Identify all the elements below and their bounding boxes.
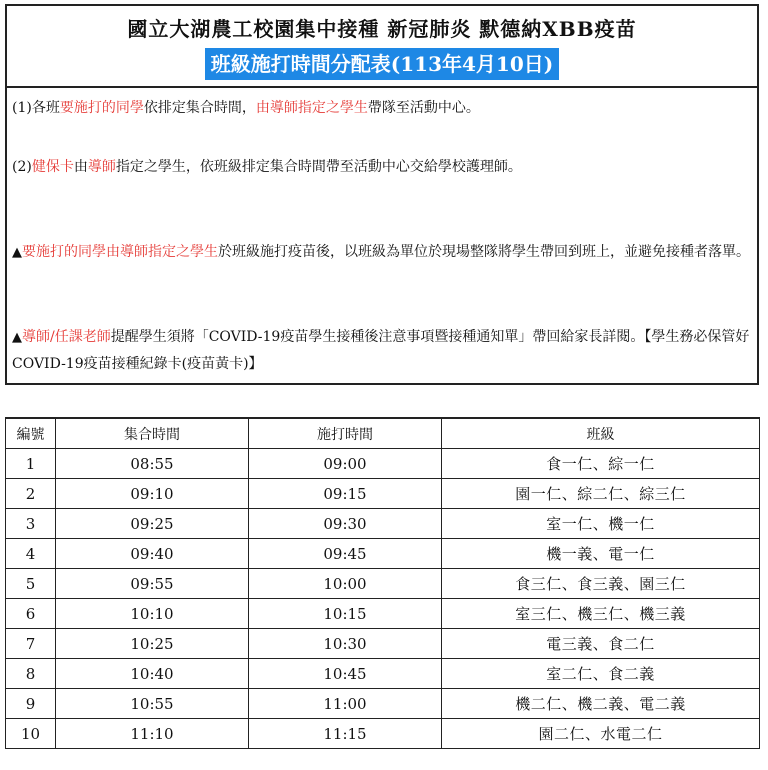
table-row (6, 629, 760, 659)
cell-number: 3 (6, 509, 56, 539)
cell-gather-time: 10:40 (56, 659, 249, 689)
cell-gather-time: 09:25 (56, 509, 249, 539)
cell-gather-time: 10:10 (56, 599, 249, 629)
triangle-icon: ▲ (12, 330, 22, 345)
title-area (7, 6, 757, 88)
table-row (6, 599, 760, 629)
cell-class: 室三仁、機三仁、機三義 (442, 599, 760, 629)
cell-number: 4 (6, 539, 56, 569)
table-row (6, 539, 760, 569)
cell-vaccine-time: 10:45 (249, 659, 442, 689)
cell-vaccine-time: 10:00 (249, 569, 442, 599)
cell-vaccine-time: 10:30 (249, 629, 442, 659)
header-vaccine-time: 施打時間 (249, 418, 442, 449)
cell-class: 電三義、食二仁 (442, 629, 760, 659)
cell-class: 機一義、電一仁 (442, 539, 760, 569)
table-row (6, 449, 760, 479)
cell-number: 9 (6, 689, 56, 719)
cell-gather-time: 09:40 (56, 539, 249, 569)
cell-number: 1 (6, 449, 56, 479)
table-row (6, 659, 760, 689)
cell-vaccine-time: 11:00 (249, 689, 442, 719)
cell-number: 10 (6, 719, 56, 749)
cell-class: 食一仁、綜一仁 (442, 449, 760, 479)
cell-vaccine-time: 09:30 (249, 509, 442, 539)
cell-gather-time: 08:55 (56, 449, 249, 479)
cell-vaccine-time: 10:15 (249, 599, 442, 629)
cell-gather-time: 09:10 (56, 479, 249, 509)
header-class: 班級 (442, 418, 760, 449)
cell-number: 5 (6, 569, 56, 599)
table-header-row (6, 418, 760, 449)
cell-vaccine-time: 11:15 (249, 719, 442, 749)
triangle-icon: ▲ (12, 245, 22, 260)
cell-gather-time: 10:25 (56, 629, 249, 659)
header-number: 編號 (6, 418, 56, 449)
cell-class: 機二仁、機二義、電二義 (442, 689, 760, 719)
header-gather-time: 集合時間 (56, 418, 249, 449)
cell-class: 室二仁、食二義 (442, 659, 760, 689)
cell-class: 食三仁、食三義、園三仁 (442, 569, 760, 599)
note-3: ▲要施打的同學由導師指定之學生於班級施打疫苗後，以班級為單位於現場整隊將學生帶回到班上，並避免接種者落單。 (12, 244, 750, 260)
note-2: (2)健保卡由導師指定之學生，依班級排定集合時間帶至活動中心交給學校護理師。 (12, 159, 522, 175)
note-1: (1)各班要施打的同學依排定集合時間，由導師指定之學生帶隊至活動中心。 (12, 100, 480, 116)
table-row (6, 569, 760, 599)
table-row (6, 509, 760, 539)
cell-number: 6 (6, 599, 56, 629)
notice-box (5, 4, 759, 385)
page-subtitle: 班級施打時間分配表(113年4月10日) (205, 48, 559, 80)
table-row (6, 689, 760, 719)
cell-gather-time: 11:10 (56, 719, 249, 749)
page-title: 國立大湖農工校園集中接種 新冠肺炎 默德納XBB疫苗 (127, 17, 637, 41)
schedule-table (5, 417, 760, 749)
cell-gather-time: 09:55 (56, 569, 249, 599)
cell-class: 園一仁、綜二仁、綜三仁 (442, 479, 760, 509)
cell-number: 8 (6, 659, 56, 689)
cell-class: 室一仁、機一仁 (442, 509, 760, 539)
note-4: ▲導師/任課老師提醒學生須將「COVID-19疫苗學生接種後注意事項暨接種通知單」帶回給家長詳閱。【學生務必保管好COVID-19疫苗接種紀錄卡(疫苗黃卡)】 (12, 329, 750, 372)
cell-number: 2 (6, 479, 56, 509)
cell-number: 7 (6, 629, 56, 659)
cell-gather-time: 10:55 (56, 689, 249, 719)
table-row (6, 479, 760, 509)
table-row (6, 719, 760, 749)
cell-vaccine-time: 09:00 (249, 449, 442, 479)
cell-vaccine-time: 09:45 (249, 539, 442, 569)
cell-class: 園二仁、水電二仁 (442, 719, 760, 749)
cell-vaccine-time: 09:15 (249, 479, 442, 509)
